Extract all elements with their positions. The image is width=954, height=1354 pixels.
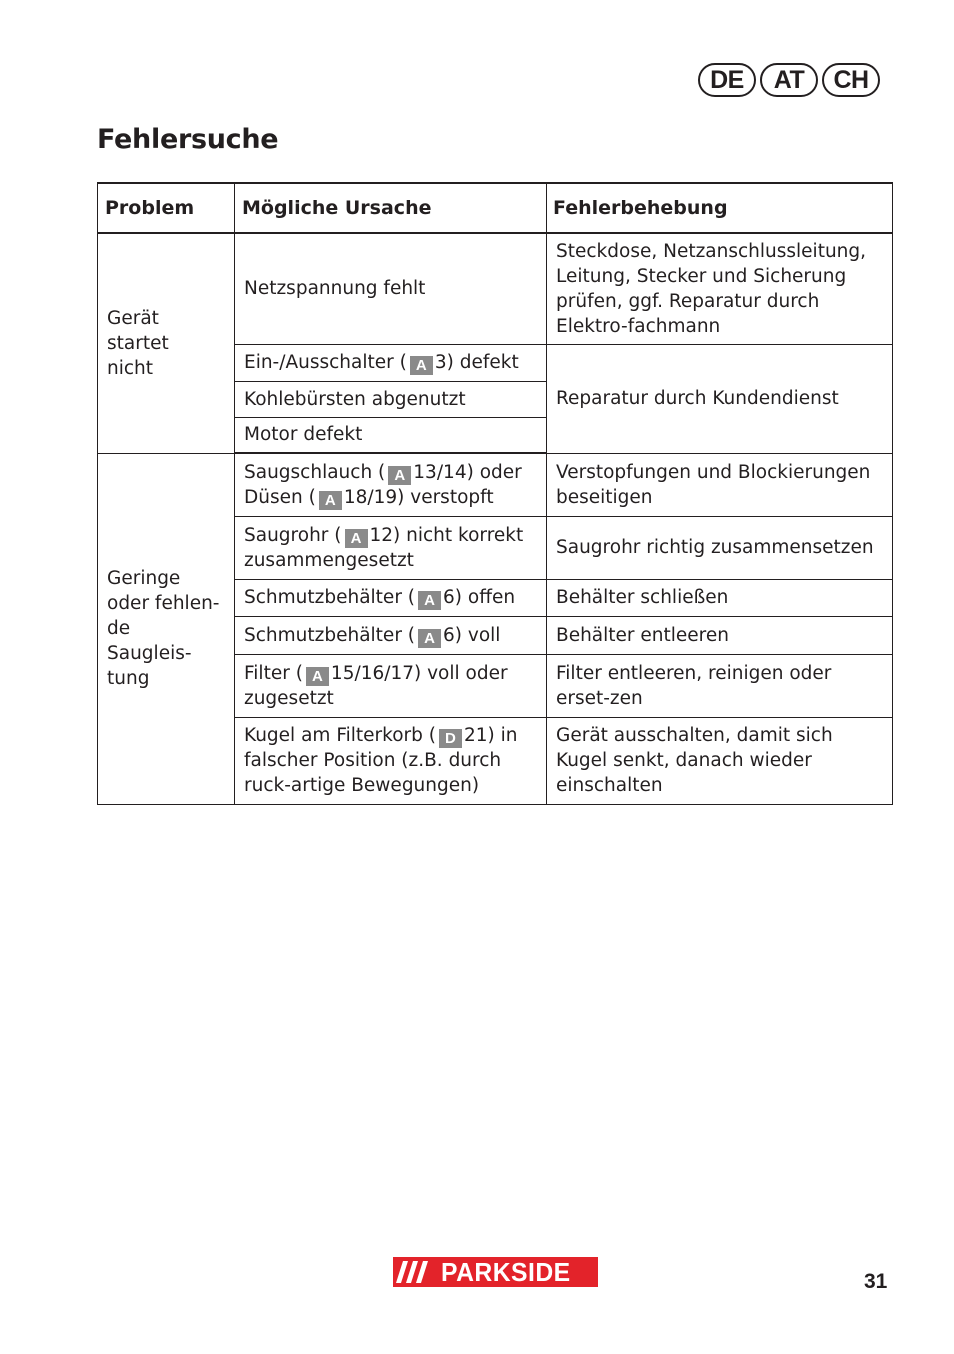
page-title: Fehlersuche (97, 124, 279, 155)
figure-ref-badge: A (418, 591, 441, 610)
remedy-cell: Gerät ausschalten, damit sich Kugel senkt, danach wieder einschalten (547, 717, 893, 804)
remedy-cell: Steckdose, Netzanschlussleitung, Leitung, Stecker und Sicherung prüfen, ggf. Reparatur durch Elektro-fachmann (547, 233, 893, 344)
cause-cell: Schmutzbehälter ( A 6) voll (235, 616, 547, 654)
figure-ref-badge: D (439, 729, 462, 748)
figure-ref-badge: A (319, 491, 342, 510)
troubleshooting-table (97, 182, 893, 805)
cause-cell: Netzspannung fehlt (235, 233, 547, 344)
cause-cell: Saugrohr ( A 12) nicht korrekt zusammengesetzt (235, 516, 547, 579)
cause-cell: Kugel am Filterkorb ( D 21) in falscher Position (z.B. durch ruck-artige Bewegungen) (235, 717, 547, 804)
problem-cell: Gerät startet nicht (98, 233, 235, 453)
cause-cell: Ein-/Ausschalter ( A 3) defekt (235, 344, 547, 381)
figure-ref-badge: A (306, 667, 329, 686)
figure-ref-badge: A (345, 529, 368, 548)
figure-ref-badge: A (410, 356, 433, 375)
cause-cell: Saugschlauch ( A 13/14) oder Düsen ( A 18/19) verstopft (235, 453, 547, 516)
remedy-cell: Behälter entleeren (547, 616, 893, 654)
remedy-cell: Saugrohr richtig zusammensetzen (547, 516, 893, 579)
remedy-cell: Filter entleeren, reinigen oder erset-zen (547, 654, 893, 717)
table-header-row (98, 183, 893, 233)
country-badges (698, 63, 880, 97)
table-row (98, 453, 893, 516)
header-cause: Mögliche Ursache (235, 183, 547, 233)
figure-ref-badge: A (388, 466, 411, 485)
remedy-cell: Reparatur durch Kundendienst (547, 344, 893, 453)
header-problem: Problem (98, 183, 235, 233)
country-at: AT (760, 63, 818, 97)
figure-ref-badge: A (418, 629, 441, 648)
cause-cell: Schmutzbehälter ( A 6) offen (235, 579, 547, 616)
remedy-cell: Behälter schließen (547, 579, 893, 616)
parkside-stripes-icon (393, 1257, 437, 1287)
brand-name: PARKSIDE (441, 1256, 571, 1287)
header-remedy: Fehlerbehebung (547, 183, 893, 233)
cause-cell: Motor defekt (235, 417, 547, 453)
parkside-logo (393, 1257, 598, 1287)
problem-cell: Geringe oder fehlen-de Saugleis-tung (98, 453, 235, 804)
remedy-cell: Verstopfungen und Blockierungen beseitigen (547, 453, 893, 516)
page-number: 31 (864, 1270, 888, 1293)
cause-cell: Filter ( A 15/16/17) voll oder zugesetzt (235, 654, 547, 717)
country-ch: CH (822, 63, 880, 97)
country-de: DE (698, 63, 756, 97)
cause-cell: Kohlebürsten abgenutzt (235, 381, 547, 417)
table-row (98, 233, 893, 344)
